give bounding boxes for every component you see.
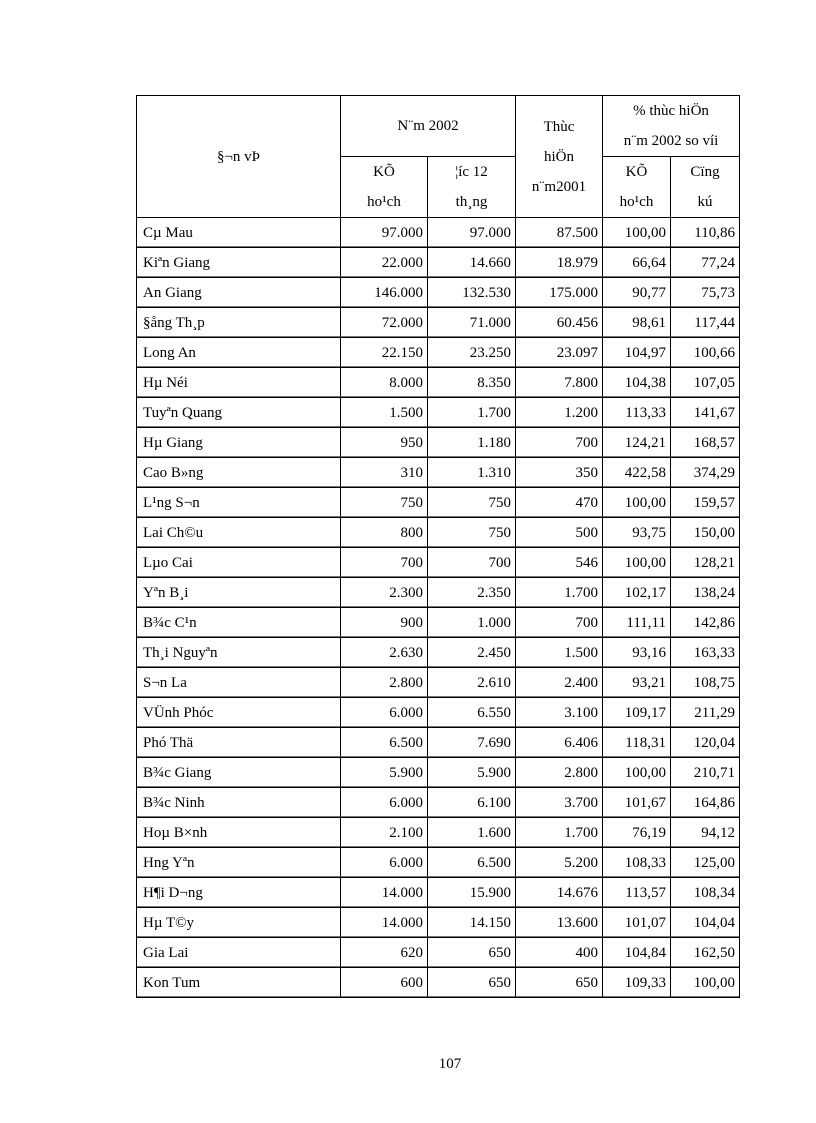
table-row — [137, 788, 740, 818]
pct-same-period-cell: 141,67 — [671, 398, 740, 428]
pct-same-period-cell: 125,00 — [671, 848, 740, 878]
pct-plan-cell: 113,57 — [603, 878, 671, 908]
actual-2001-cell: 546 — [516, 548, 603, 578]
estimate-cell: 650 — [428, 968, 516, 998]
pct-same-period-cell: 150,00 — [671, 518, 740, 548]
table-row — [137, 248, 740, 278]
estimate-cell: 8.350 — [428, 368, 516, 398]
pct-plan-cell: 90,77 — [603, 278, 671, 308]
estimate-cell: 1.180 — [428, 428, 516, 458]
pct-same-period-cell: 104,04 — [671, 908, 740, 938]
estimate-cell: 14.660 — [428, 248, 516, 278]
plan-cell: 6.500 — [341, 728, 428, 758]
estimate-cell: 15.900 — [428, 878, 516, 908]
header-pct-same-period: Cïng kú — [671, 157, 740, 218]
table-row — [137, 488, 740, 518]
pct-same-period-cell: 210,71 — [671, 758, 740, 788]
estimate-cell: 1.000 — [428, 608, 516, 638]
actual-2001-cell: 700 — [516, 428, 603, 458]
pct-plan-cell: 113,33 — [603, 398, 671, 428]
pct-same-period-cell: 100,00 — [671, 968, 740, 998]
pct-same-period-cell: 110,86 — [671, 218, 740, 248]
actual-2001-cell: 7.800 — [516, 368, 603, 398]
region-name-cell: B¾c C¹n — [137, 608, 341, 638]
plan-cell: 2.100 — [341, 818, 428, 848]
plan-cell: 1.500 — [341, 398, 428, 428]
pct-same-period-cell: 164,86 — [671, 788, 740, 818]
actual-2001-cell: 60.456 — [516, 308, 603, 338]
actual-2001-cell: 1.500 — [516, 638, 603, 668]
pct-plan-cell: 100,00 — [603, 488, 671, 518]
pct-plan-cell: 118,31 — [603, 728, 671, 758]
pct-plan-cell: 100,00 — [603, 218, 671, 248]
pct-plan-cell: 422,58 — [603, 458, 671, 488]
region-name-cell: H¶i D¬ng — [137, 878, 341, 908]
pct-plan-cell: 93,75 — [603, 518, 671, 548]
statistics-table — [136, 95, 740, 998]
plan-cell: 310 — [341, 458, 428, 488]
region-name-cell: Lai Ch©u — [137, 518, 341, 548]
plan-cell: 900 — [341, 608, 428, 638]
table-row — [137, 428, 740, 458]
plan-cell: 600 — [341, 968, 428, 998]
plan-cell: 6.000 — [341, 698, 428, 728]
region-name-cell: Hng Yªn — [137, 848, 341, 878]
table-row — [137, 818, 740, 848]
table-row — [137, 908, 740, 938]
region-name-cell: L¹ng S¬n — [137, 488, 341, 518]
plan-cell: 2.800 — [341, 668, 428, 698]
pct-plan-cell: 98,61 — [603, 308, 671, 338]
actual-2001-cell: 18.979 — [516, 248, 603, 278]
pct-plan-cell: 76,19 — [603, 818, 671, 848]
plan-cell: 750 — [341, 488, 428, 518]
table-row — [137, 398, 740, 428]
actual-2001-cell: 23.097 — [516, 338, 603, 368]
region-name-cell: Lµo Cai — [137, 548, 341, 578]
pct-same-period-cell: 94,12 — [671, 818, 740, 848]
actual-2001-cell: 6.406 — [516, 728, 603, 758]
actual-2001-cell: 1.700 — [516, 578, 603, 608]
pct-same-period-cell: 120,04 — [671, 728, 740, 758]
table-row — [137, 728, 740, 758]
table-row — [137, 938, 740, 968]
table-row — [137, 848, 740, 878]
pct-same-period-cell: 168,57 — [671, 428, 740, 458]
header-plan: KÕ ho¹ch — [341, 157, 428, 218]
pct-plan-cell: 104,38 — [603, 368, 671, 398]
pct-plan-cell: 109,17 — [603, 698, 671, 728]
table-row — [137, 458, 740, 488]
header-actual-2001: Thùc hiÖn n¨m2001 — [516, 96, 603, 218]
estimate-cell: 2.610 — [428, 668, 516, 698]
pct-same-period-cell: 159,57 — [671, 488, 740, 518]
region-name-cell: Th¸i Nguyªn — [137, 638, 341, 668]
actual-2001-cell: 3.700 — [516, 788, 603, 818]
estimate-cell: 6.100 — [428, 788, 516, 818]
estimate-cell: 6.500 — [428, 848, 516, 878]
pct-same-period-cell: 211,29 — [671, 698, 740, 728]
pct-same-period-cell: 107,05 — [671, 368, 740, 398]
actual-2001-cell: 650 — [516, 968, 603, 998]
pct-same-period-cell: 77,24 — [671, 248, 740, 278]
pct-plan-cell: 102,17 — [603, 578, 671, 608]
pct-same-period-cell: 75,73 — [671, 278, 740, 308]
header-percent: % thùc hiÖn n¨m 2002 so víi — [603, 96, 740, 157]
region-name-cell: Hoµ B×nh — [137, 818, 341, 848]
pct-plan-cell: 101,67 — [603, 788, 671, 818]
plan-cell: 14.000 — [341, 908, 428, 938]
estimate-cell: 71.000 — [428, 308, 516, 338]
pct-plan-cell: 109,33 — [603, 968, 671, 998]
pct-same-period-cell: 108,34 — [671, 878, 740, 908]
actual-2001-cell: 700 — [516, 608, 603, 638]
plan-cell: 14.000 — [341, 878, 428, 908]
table-row — [137, 218, 740, 248]
estimate-cell: 6.550 — [428, 698, 516, 728]
actual-2001-cell: 3.100 — [516, 698, 603, 728]
region-name-cell: Phó Thä — [137, 728, 341, 758]
region-name-cell: Cao B»ng — [137, 458, 341, 488]
estimate-cell: 2.350 — [428, 578, 516, 608]
pct-same-period-cell: 108,75 — [671, 668, 740, 698]
estimate-cell: 7.690 — [428, 728, 516, 758]
plan-cell: 5.900 — [341, 758, 428, 788]
pct-plan-cell: 66,64 — [603, 248, 671, 278]
actual-2001-cell: 14.676 — [516, 878, 603, 908]
table-row — [137, 968, 740, 998]
pct-plan-cell: 124,21 — [603, 428, 671, 458]
region-name-cell: Kon Tum — [137, 968, 341, 998]
plan-cell: 6.000 — [341, 788, 428, 818]
actual-2001-cell: 175.000 — [516, 278, 603, 308]
pct-same-period-cell: 100,66 — [671, 338, 740, 368]
pct-plan-cell: 100,00 — [603, 548, 671, 578]
table-row — [137, 638, 740, 668]
estimate-cell: 97.000 — [428, 218, 516, 248]
region-name-cell: Hµ T©y — [137, 908, 341, 938]
estimate-cell: 750 — [428, 518, 516, 548]
region-name-cell: Yªn B¸i — [137, 578, 341, 608]
region-name-cell: An Giang — [137, 278, 341, 308]
table-row — [137, 338, 740, 368]
pct-plan-cell: 100,00 — [603, 758, 671, 788]
region-name-cell: Hµ Néi — [137, 368, 341, 398]
estimate-cell: 650 — [428, 938, 516, 968]
plan-cell: 700 — [341, 548, 428, 578]
region-name-cell: Tuyªn Quang — [137, 398, 341, 428]
estimate-cell: 14.150 — [428, 908, 516, 938]
plan-cell: 72.000 — [341, 308, 428, 338]
region-name-cell: B¾c Ninh — [137, 788, 341, 818]
region-name-cell: Kiªn Giang — [137, 248, 341, 278]
region-name-cell: Gia Lai — [137, 938, 341, 968]
plan-cell: 800 — [341, 518, 428, 548]
pct-same-period-cell: 117,44 — [671, 308, 740, 338]
table-row — [137, 308, 740, 338]
pct-plan-cell: 93,16 — [603, 638, 671, 668]
estimate-cell: 1.700 — [428, 398, 516, 428]
pct-plan-cell: 93,21 — [603, 668, 671, 698]
plan-cell: 146.000 — [341, 278, 428, 308]
estimate-cell: 700 — [428, 548, 516, 578]
estimate-cell: 5.900 — [428, 758, 516, 788]
region-name-cell: Cµ Mau — [137, 218, 341, 248]
estimate-cell: 1.600 — [428, 818, 516, 848]
pct-same-period-cell: 142,86 — [671, 608, 740, 638]
plan-cell: 22.150 — [341, 338, 428, 368]
pct-same-period-cell: 374,29 — [671, 458, 740, 488]
plan-cell: 2.630 — [341, 638, 428, 668]
pct-same-period-cell: 128,21 — [671, 548, 740, 578]
pct-same-period-cell: 138,24 — [671, 578, 740, 608]
table-row — [137, 578, 740, 608]
table-row — [137, 368, 740, 398]
actual-2001-cell: 13.600 — [516, 908, 603, 938]
header-estimate: ¦íc 12 th¸ng — [428, 157, 516, 218]
pct-same-period-cell: 163,33 — [671, 638, 740, 668]
estimate-cell: 750 — [428, 488, 516, 518]
estimate-cell: 1.310 — [428, 458, 516, 488]
actual-2001-cell: 87.500 — [516, 218, 603, 248]
estimate-cell: 23.250 — [428, 338, 516, 368]
actual-2001-cell: 2.800 — [516, 758, 603, 788]
table-row — [137, 878, 740, 908]
plan-cell: 6.000 — [341, 848, 428, 878]
pct-plan-cell: 108,33 — [603, 848, 671, 878]
header-pct-plan: KÕ ho¹ch — [603, 157, 671, 218]
pct-same-period-cell: 162,50 — [671, 938, 740, 968]
table-row — [137, 278, 740, 308]
actual-2001-cell: 470 — [516, 488, 603, 518]
region-name-cell: S¬n La — [137, 668, 341, 698]
pct-plan-cell: 101,07 — [603, 908, 671, 938]
region-name-cell: Hµ Giang — [137, 428, 341, 458]
table-body — [137, 218, 740, 998]
actual-2001-cell: 350 — [516, 458, 603, 488]
table-row — [137, 608, 740, 638]
plan-cell: 2.300 — [341, 578, 428, 608]
estimate-cell: 132.530 — [428, 278, 516, 308]
actual-2001-cell: 1.700 — [516, 818, 603, 848]
actual-2001-cell: 2.400 — [516, 668, 603, 698]
pct-plan-cell: 104,84 — [603, 938, 671, 968]
header-year-2002: N¨m 2002 — [341, 96, 516, 157]
actual-2001-cell: 1.200 — [516, 398, 603, 428]
region-name-cell: B¾c Giang — [137, 758, 341, 788]
plan-cell: 950 — [341, 428, 428, 458]
actual-2001-cell: 5.200 — [516, 848, 603, 878]
plan-cell: 97.000 — [341, 218, 428, 248]
estimate-cell: 2.450 — [428, 638, 516, 668]
plan-cell: 22.000 — [341, 248, 428, 278]
region-name-cell: Long An — [137, 338, 341, 368]
actual-2001-cell: 400 — [516, 938, 603, 968]
region-name-cell: VÜnh Phóc — [137, 698, 341, 728]
pct-plan-cell: 104,97 — [603, 338, 671, 368]
table-row — [137, 698, 740, 728]
plan-cell: 620 — [341, 938, 428, 968]
plan-cell: 8.000 — [341, 368, 428, 398]
region-name-cell: §ång Th¸p — [137, 308, 341, 338]
table-row — [137, 518, 740, 548]
actual-2001-cell: 500 — [516, 518, 603, 548]
page-number: 107 — [438, 1056, 462, 1072]
table-row — [137, 668, 740, 698]
table-row — [137, 548, 740, 578]
pct-plan-cell: 111,11 — [603, 608, 671, 638]
table-row — [137, 758, 740, 788]
header-region: §¬n vÞ — [137, 96, 341, 218]
